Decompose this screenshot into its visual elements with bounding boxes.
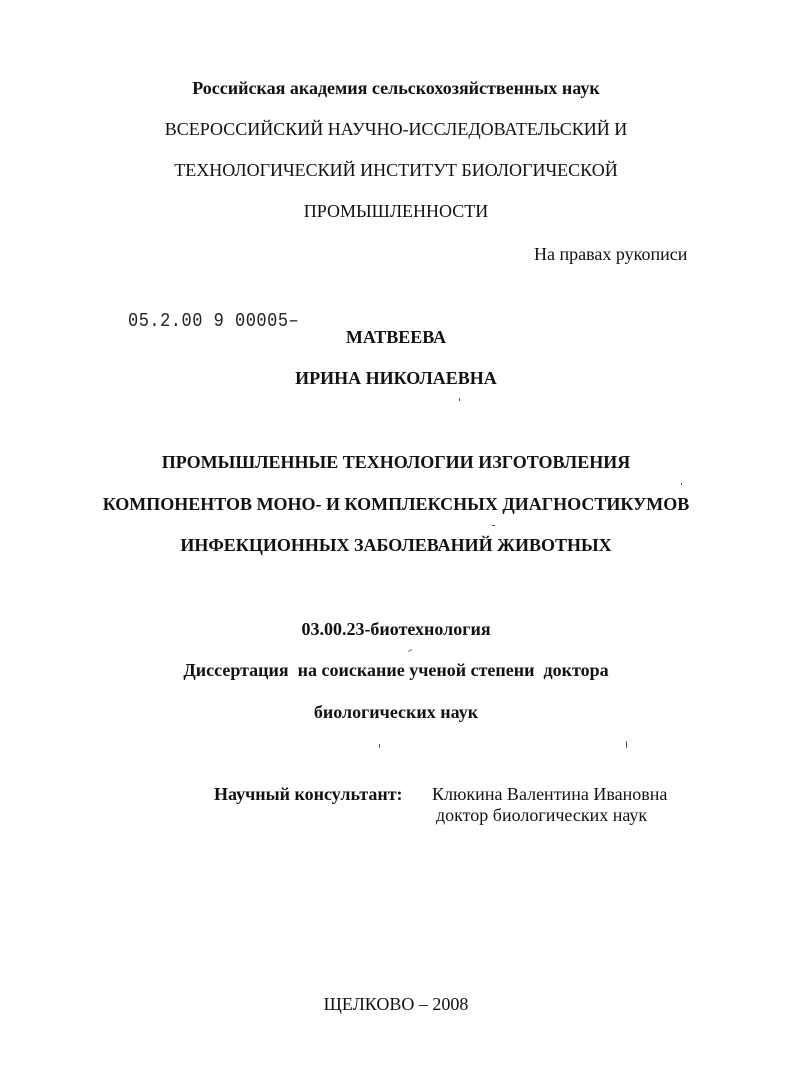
author-given-names: ИРИНА НИКОЛАЕВНА (295, 368, 497, 388)
scan-speck (379, 744, 380, 748)
scan-speck (408, 649, 412, 652)
institute-name-line-1: ВСЕРОССИЙСКИЙ НАУЧНО-ИССЛЕДОВАТЕЛЬСКИЙ И (164, 119, 628, 139)
scan-speck (626, 741, 627, 748)
specialty-code: 03.00.23-биотехнология (301, 619, 491, 639)
registration-number: 05.2.00 9 00005 (128, 311, 289, 333)
degree-statement-line-2: биологических наук (313, 702, 479, 722)
dissertation-title-line-2: КОМПОНЕНТОВ МОНО- И КОМПЛЕКСНЫХ ДИАГНОСТИКУМОВ (102, 494, 690, 514)
consultant-name: Клюкина Валентина Ивановна (432, 784, 668, 804)
institute-name-line-2: ТЕХНОЛОГИЧЕСКИЙ ИНСТИТУТ БИОЛОГИЧЕСКОЙ (174, 160, 618, 180)
degree-statement-line-1: Диссертация на соискание ученой степени доктора (183, 660, 609, 680)
scan-speck (492, 525, 495, 526)
scan-speck (459, 398, 460, 401)
consultant-degree: доктор биологических наук (436, 805, 648, 825)
dissertation-title-line-1: ПРОМЫШЛЕННЫЕ ТЕХНОЛОГИИ ИЗГОТОВЛЕНИЯ (161, 452, 631, 472)
scan-speck (681, 483, 682, 485)
academy-name: Российская академия сельскохозяйственных наук (192, 78, 600, 98)
manuscript-rights-note: На правах рукописи (534, 244, 688, 264)
dissertation-title-line-3: ИНФЕКЦИОННЫХ ЗАБОЛЕВАНИЙ ЖИВОТНЫХ (180, 535, 612, 555)
city-and-year: ЩЕЛКОВО – 2008 (323, 994, 469, 1014)
author-surname: МАТВЕЕВА (345, 327, 447, 347)
consultant-label: Научный консультант: (214, 784, 403, 804)
institute-name-line-3: ПРОМЫШЛЕННОСТИ (303, 201, 489, 221)
stamp-dash-mark: ‒ (288, 311, 300, 333)
